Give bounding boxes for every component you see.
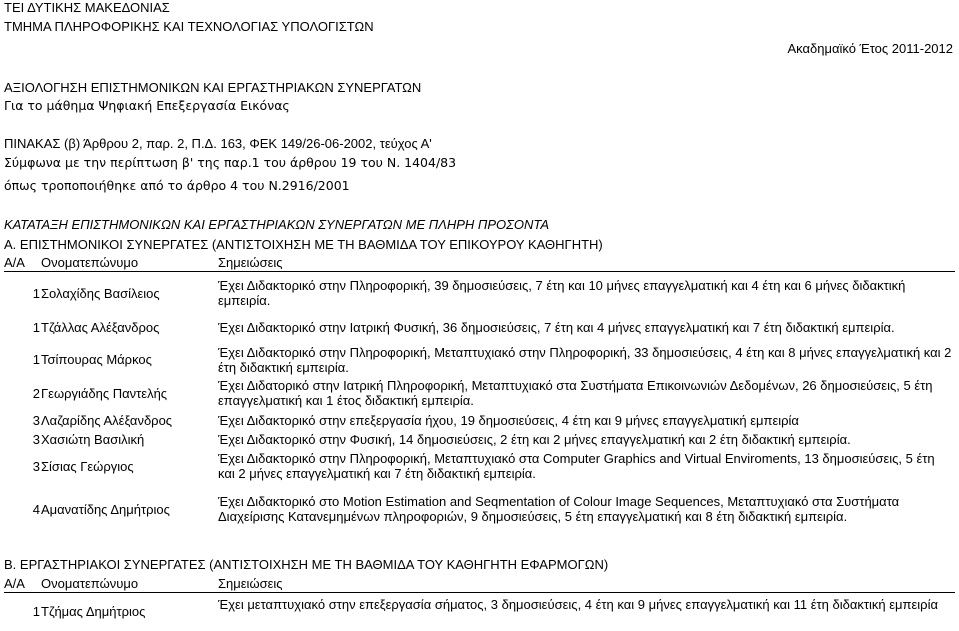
row-rank: 3 — [32, 413, 40, 428]
row-rank: 1 — [32, 286, 40, 301]
legal-line-1: ΠΙΝΑΚΑΣ (β) Άρθρου 2, παρ. 2, Π.Δ. 163, ΦΕΚ 149/26-06-2002, τεύχος Α' — [4, 136, 432, 151]
department-name: ΤΜΗΜΑ ΠΛΗΡΟΦΟΡΙΚΗΣ ΚΑΙ ΤΕΧΝΟΛΟΓΙΑΣ ΥΠΟΛΟΓΙΣΤΩΝ — [4, 19, 374, 34]
col-header-aa: Α/Α — [4, 576, 25, 591]
row-note: Έχει Διδακτορικό στην Πληροφορική, Μεταπτυχιακό στα Computer Graphics and Virtual Enviroments, 13 δημοσιεύσεις, 5 έτη και 2 μήνες επαγγελματική και 7 έτη διδακτική εμπειρία. — [218, 451, 935, 481]
row-name: Τσίπουρας Μάρκος — [41, 352, 152, 367]
col-header-name: Ονοματεπώνυμο — [41, 255, 139, 270]
row-name: Αμανατίδης Δημήτριος — [41, 502, 170, 517]
institution-name: ΤΕΙ ΔΥΤΙΚΗΣ ΜΑΚΕΔΟΝΙΑΣ — [4, 0, 170, 15]
legal-line-3: όπως τροποποιήθηκε από το άρθρο 4 του Ν.2916/2001 — [4, 178, 350, 193]
row-name: Χασιώτη Βασιλική — [41, 432, 145, 447]
course-line: Για το μάθημα Ψηφιακή Επεξεργασία Εικόνας — [4, 98, 290, 113]
row-rank: 2 — [32, 386, 40, 401]
row-rank: 1 — [32, 352, 40, 367]
row-note: Έχει Διδακτορικό στο Motion Estimation and Seqmentation of Colour Image Sequences, Μεταπτυχιακό στα Συστήματα Διαχείρισης Κατανεμημένων πληροφοριών, 9 δημοσιεύσεις, 5 έτη επαγγελματική και 8 έτη διδακτική εμπειρία. — [218, 494, 900, 524]
header-underline — [4, 271, 955, 272]
col-header-notes: Σημειώσεις — [218, 576, 283, 591]
row-note: Έχει Διδακτορικό στην Πληροφορική, 39 δημοσιεύσεις, 7 έτη και 10 μήνες επαγγελματική και 4 έτη και 6 μήνες διδακτική εμπειρία. — [218, 278, 906, 308]
row-name: Γεωργιάδης Παντελής — [41, 386, 168, 401]
evaluation-title: ΑΞΙΟΛΟΓΗΣΗ ΕΠΙΣΤΗΜΟΝΙΚΩΝ ΚΑΙ ΕΡΓΑΣΤΗΡΙΑΚΩΝ ΣΥΝΕΡΓΑΤΩΝ — [4, 80, 422, 95]
row-note: Έχει Διδακτορικό στην Φυσική, 14 δημοσιεύσεις, 2 έτη και 2 μήνες επαγγελματική και 2 έτη διδακτική εμπειρία. — [218, 432, 851, 447]
row-note: Έχει Διδακτορικό στην επεξεργασία ήχου, 19 δημοσιεύσεις, 4 έτη και 9 μήνες επαγγελματική εμπειρία — [218, 413, 799, 428]
row-rank: 4 — [32, 502, 40, 517]
row-name: Λαζαρίδης Αλέξανδρος — [41, 413, 173, 428]
header-underline — [4, 592, 955, 593]
row-rank: 3 — [32, 459, 40, 474]
col-header-aa: Α/Α — [4, 255, 25, 270]
row-name: Τζήμας Δημήτριος — [41, 604, 146, 619]
row-name: Σίσιας Γεώργιος — [41, 459, 134, 474]
row-rank: 3 — [32, 432, 40, 447]
section-b-title: Β. ΕΡΓΑΣΤΗΡΙΑΚΟΙ ΣΥΝΕΡΓΑΤΕΣ (ΑΝΤΙΣΤΟΙΧΗΣΗ ΜΕ ΤΗ ΒΑΘΜΙΔΑ ΤΟΥ ΚΑΘΗΓΗΤΗ ΕΦΑΡΜΟΓΩΝ) — [4, 557, 609, 572]
row-note: Έχει μεταπτυχιακό στην επεξεργασία σήματος, 3 δημοσιεύσεις, 4 έτη και 9 μήνες επαγγελματική και 11 έτη διδακτική εμπειρία — [218, 597, 938, 612]
row-name: Τζάλλας Αλέξανδρος — [41, 320, 160, 335]
col-header-notes: Σημειώσεις — [218, 255, 283, 270]
row-rank: 1 — [32, 604, 40, 619]
row-name: Σολαχίδης Βασίλειος — [41, 286, 160, 301]
row-note: Έχει Διδακτορικό στην Ιατρική Φυσική, 36 δημοσιεύσεις, 7 έτη και 4 μήνες επαγγελματική και 7 έτη διδακτική εμπειρία. — [218, 320, 895, 335]
row-note: Έχει Διδατορικό στην Ιατρική Πληροφορική, Μεταπτυχιακό στα Συστήματα Επικοινωνιών Δεδομένων, 26 δημοσιεύσεις, 5 έτη επαγγελματική και 1 έτος διδακτική εμπειρία. — [218, 378, 933, 408]
row-note: Έχει Διδακτορικό στην Πληροφορική, Μεταπτυχιακό στην Πληροφορική, 33 δημοσιεύσεις, 4 έτη και 8 μήνες επαγγελματική και 2 έτη διδακτική εμπειρία. — [218, 345, 952, 375]
academic-year: Ακαδημαϊκό Έτος 2011-2012 — [787, 41, 953, 56]
col-header-name: Ονοματεπώνυμο — [41, 576, 139, 591]
ranking-title: ΚΑΤΑΤΑΞΗ ΕΠΙΣΤΗΜΟΝΙΚΩΝ ΚΑΙ ΕΡΓΑΣΤΗΡΙΑΚΩΝ ΣΥΝΕΡΓΑΤΩΝ ΜΕ ΠΛΗΡΗ ΠΡΟΣΟΝΤΑ — [4, 217, 550, 232]
legal-line-2: Σύμφωνα με την περίπτωση β' της παρ.1 του άρθρου 19 του Ν. 1404/83 — [4, 155, 457, 170]
row-rank: 1 — [32, 320, 40, 335]
section-a-title: Α. ΕΠΙΣΤΗΜΟΝΙΚΟΙ ΣΥΝΕΡΓΑΤΕΣ (ΑΝΤΙΣΤΟΙΧΗΣΗ ΜΕ ΤΗ ΒΑΘΜΙΔΑ ΤΟΥ ΕΠΙΚΟΥΡΟΥ ΚΑΘΗΓΗΤΗ) — [4, 237, 603, 252]
